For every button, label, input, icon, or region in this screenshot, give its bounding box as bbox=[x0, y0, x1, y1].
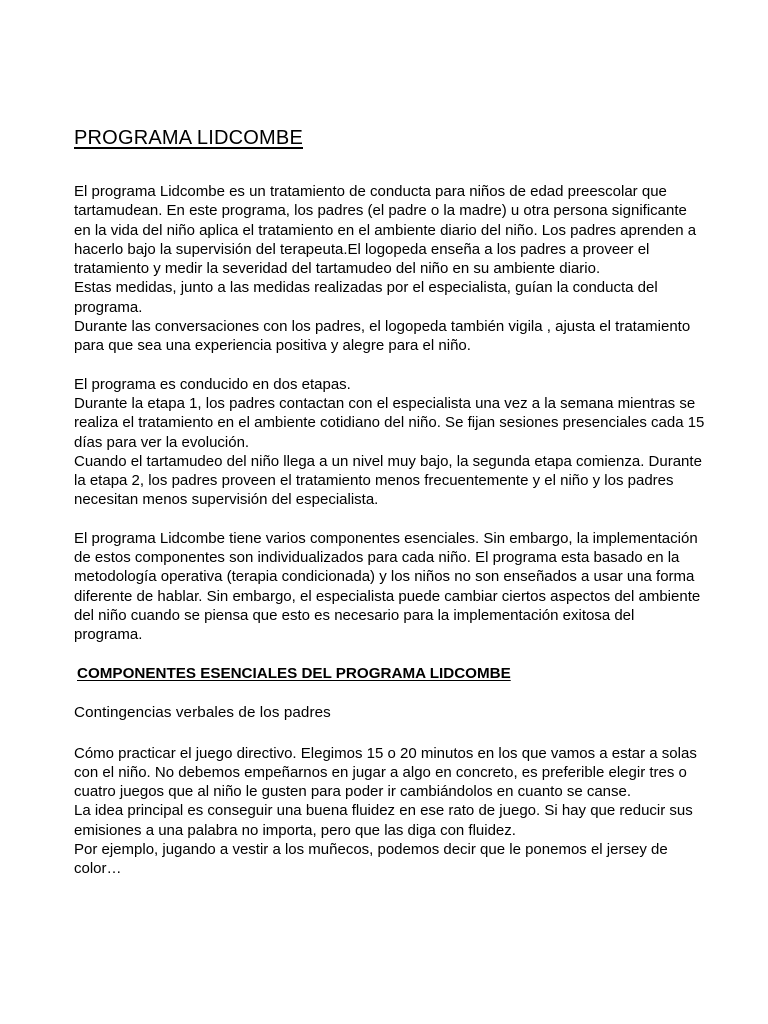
stages-paragraph: El programa es conducido en dos etapas. bbox=[74, 375, 351, 393]
components-intro-block bbox=[74, 529, 706, 645]
components-paragraph: El programa Lidcombe tiene varios componentes esenciales. Sin embargo, la implementación de estos componentes son individualizados para cada niño. El programa esta basado en la metodología operativa (terapia condicionada) y los niños no son enseñados a usar una forma diferente de hablar. Sin embargo, el especialista puede cambiar ciertos aspectos del ambiente del niño cuando se piensa que esto es necesario para la implementación exitosa del programa. bbox=[74, 529, 701, 644]
intro-paragraph: Durante las conversaciones con los padres, el logopeda también vigila , ajusta el tratamiento para que sea una experiencia positiva y alegre para el niño. bbox=[74, 318, 691, 355]
practice-paragraph: Por ejemplo, jugando a vestir a los muñecos, podemos decir que le ponemos el jersey de color… bbox=[74, 841, 668, 878]
stages-paragraph: Durante la etapa 1, los padres contactan con el especialista una vez a la semana mientras se realiza el tratamiento en el ambiente cotidiano del niño. Se fijan sesiones presenciales cada 15 días para ver la evolución. bbox=[74, 394, 705, 451]
intro-paragraph: Estas medidas, junto a las medidas realizadas por el especialista, guían la conducta del programa. bbox=[74, 279, 658, 316]
section-heading: COMPONENTES ESENCIALES DEL PROGRAMA LIDCOMBE bbox=[77, 664, 511, 682]
intro-paragraph: El programa Lidcombe es un tratamiento de conducta para niños de edad preescolar que tartamudean. En este programa, los padres (el padre o la madre) u otra persona significante en la vida del niño aplica el tratamiento en el ambiente diario del niño. Los padres aprenden a hacerlo bajo la supervisión del terapeuta.El logopeda enseña a los padres a proveer el tratamiento y medir la severidad del tartamudeo del niño en su ambiente diario. bbox=[74, 183, 697, 278]
document-page bbox=[74, 124, 706, 879]
sub-heading: Contingencias verbales de los padres bbox=[74, 703, 331, 721]
practice-paragraph: La idea principal es conseguir una buena fluidez en ese rato de juego. Si hay que reducir sus emisiones a una palabra no importa, pero que las diga con fluidez. bbox=[74, 802, 693, 839]
stages-block bbox=[74, 375, 706, 510]
practice-block bbox=[74, 744, 706, 879]
intro-block bbox=[74, 182, 706, 356]
document-title: PROGRAMA LIDCOMBE bbox=[74, 127, 303, 149]
stages-paragraph: Cuando el tartamudeo del niño llega a un nivel muy bajo, la segunda etapa comienza. Durante la etapa 2, los padres proveen el tratamiento menos frecuentemente y el niño y los padres necesitan menos supervisión del especialista. bbox=[74, 452, 702, 509]
practice-paragraph: Cómo practicar el juego directivo. Elegimos 15 o 20 minutos en los que vamos a estar a solas con el niño. No debemos empeñarnos en jugar a algo en concreto, es preferible elegir tres o cuatro juegos que al niño le gusten para poder ir cambiándolos en cuanto se canse. bbox=[74, 744, 697, 801]
